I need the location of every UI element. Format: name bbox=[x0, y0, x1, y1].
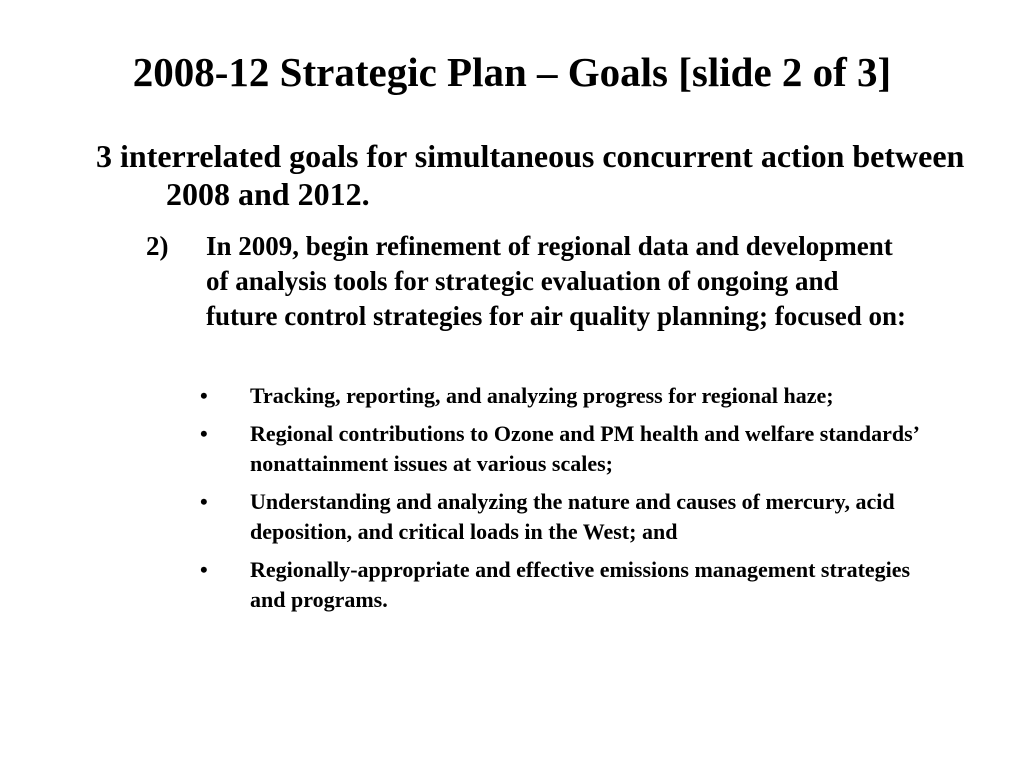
list-item-text: Regionally-appropriate and effective emissions management strategies and programs. bbox=[250, 557, 911, 612]
bullet-icon: • bbox=[200, 489, 208, 514]
bullet-icon: • bbox=[200, 421, 208, 446]
bullet-icon: • bbox=[200, 383, 208, 408]
goal-item bbox=[146, 229, 906, 334]
intro-text: 3 interrelated goals for simultaneous concurrent action between 2008 and 2012. bbox=[96, 138, 965, 212]
goal-number: 2) bbox=[146, 231, 169, 261]
slide-title: 2008-12 Strategic Plan – Goals [slide 2 of 3] bbox=[132, 49, 892, 95]
bullet-icon: • bbox=[200, 557, 208, 582]
goal-text: In 2009, begin refinement of regional data and development of analysis tools for strategic evaluation of ongoing and future control strategies for air quality planning; focused on: bbox=[206, 231, 907, 331]
focus-list bbox=[196, 381, 936, 623]
list-item bbox=[196, 555, 936, 615]
list-item bbox=[196, 381, 936, 411]
list-item-text: Tracking, reporting, and analyzing progress for regional haze; bbox=[250, 383, 834, 408]
list-item bbox=[196, 487, 936, 547]
list-item-text: Understanding and analyzing the nature and causes of mercury, acid deposition, and critical loads in the West; and bbox=[250, 489, 895, 544]
list-item bbox=[196, 419, 936, 479]
list-item-text: Regional contributions to Ozone and PM health and welfare standards’ nonattainment issues at various scales; bbox=[250, 421, 919, 476]
